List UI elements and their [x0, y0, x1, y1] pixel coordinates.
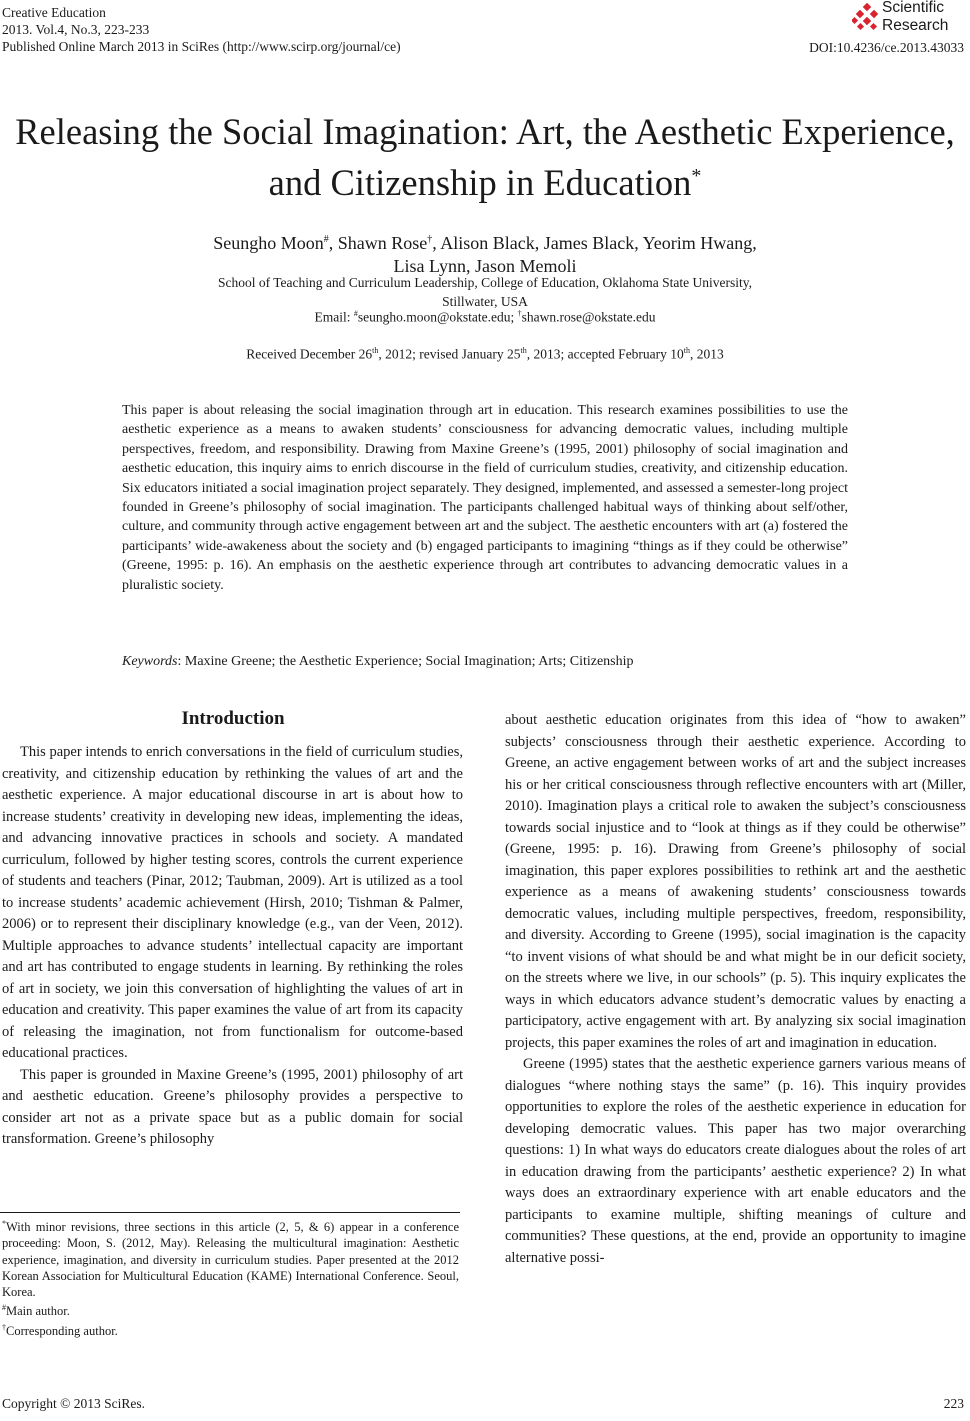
author-mark-main: # — [323, 234, 329, 245]
received-dates: Received December 26th, 2012; revised January 25th, 2013; accepted February 10th, 2013 — [246, 346, 724, 362]
paper-title — [0, 110, 970, 205]
email-moon-link[interactable]: seungho.moon@okstate.edu; — [357, 309, 518, 325]
affiliation — [0, 273, 970, 311]
footnotes — [2, 1216, 459, 1339]
footnote: †Corresponding author. — [2, 1322, 118, 1338]
right-column — [505, 710, 966, 1269]
keywords-list: : Maxine Greene; the Aesthetic Experience; Social Imagination; Arts; Citizenship — [177, 654, 634, 669]
paragraph: about aesthetic education originates from this idea of “how to awaken” subjects’ consciousness through their aesthetic experience. According to Greene, an active engagement between works of art and the subject increases his or her critical consciousness through reflective encounters with art (Miller, 2010). Imagination plays a critical role to awaken the subject’s consciousness towards social injustice and to “look at things as if they could be otherwise” (Greene, 1995: p. 16). Drawing from Greene’s philosophy of social imagination, this paper explores possibilities to rethink art and the aesthetic experience as a means of awakening students’ consciousness towards democratic values, including multiple perspectives, freedom, responsibility, and diversity. According to Greene (1995), social imagination is the capacity “to invent visions of what should be and what might be in our deficit society, on the streets where we live, in our schools” (p. 5). This inquiry explicates the ways in which educators advance student’s democratic values by enacting a participatory, active engagement with art. By analyzing six social imagination projects, this paper examines the roles of art and imagination in education. — [505, 712, 966, 1051]
abstract: This paper is about releasing the social imagination through art in education. This research examines possibilities to use the aesthetic experience as a means to awaken students’ consciousness for advancing democratic values, including multiple perspectives, freedom, and responsibility. Drawing from Maxine Greene’s (1995, 2001) philosophy of social imagination and aesthetic education, this inquiry aims to enrich discourse in the field of curriculum studies, creativity, and citizenship education. Six educators initiated a social imagination project separately. They designed, implemented, and assessed a semester-long project founded in Greene’s philosophy of social imagination. The participants challenged habitual ways of thinking about self/other, culture, and community through active engagement between art and the subject. The aesthetic encounters with art (a) fostered the participants’ wide-awakeness about the society and (b) engaged participants to imagining “things as if they could be otherwise” (Greene, 1995: p. 16). An emphasis on the aesthetic experience through art contributes to advancing democratic values in a pluralistic society. — [122, 403, 848, 593]
author-others: , Alison Black, James Black, Yeorim Hwang, — [432, 233, 757, 253]
keywords — [122, 654, 848, 670]
affiliation-line1: School of Teaching and Curriculum Leadership, College of Education, Oklahoma State University, — [217, 275, 753, 290]
journal-header — [2, 4, 401, 55]
publication-info: Published Online March 2013 in SciRes (http://www.scirp.org/journal/ce) — [2, 39, 401, 54]
journal-volume: 2013. Vol.4, No.3, 223-233 — [2, 22, 150, 37]
logo-line2: Research — [882, 17, 949, 34]
footnote-divider — [0, 1212, 460, 1213]
paragraph: This paper intends to enrich conversations in the field of curriculum studies, creativity, and citizenship education by rethinking the values of art and the aesthetic experience. A major educational discourse in art is about how to increase students’ creativity in developing new ideas, implementing the ideas, and advancing innovative practices in schools and society. A mandated curriculum, followed by higher testing scores, controls the current experience of students and teachers (Pinar, 2012; Taubman, 2009). Art is utilized as a tool to increase students’ academic achievement (Hirsh, 2010; Tishman & Palmer, 2006) or to represent their disciplinary knowledge (e.g., van der Veen, 2012). Multiple approaches to advance students’ intellectual capacity are important and art has contributed to engage students in learning. By rethinking the roles of art in society, we join this conversation of highlighting the values of art in education and creativity. This paper examines the value of art from its capacity of releasing the imagination, not from functionalism for outcome-based educational practices. — [2, 744, 463, 1061]
email-rose-link[interactable]: shawn.rose@okstate.edu — [521, 309, 656, 325]
page-number: 223 — [943, 1396, 964, 1411]
title-line1: Releasing the Social Imagination: Art, the Aesthetic Experience, — [15, 111, 955, 152]
keywords-label: Keywords — [122, 654, 178, 669]
paragraph: This paper is grounded in Maxine Greene’s (1995, 2001) philosophy of art and aesthetic education. Greene’s philosophy provides a perspective to consider art not as a private space but as a public domain for social transformation. Greene’s philosophy — [2, 1066, 463, 1147]
title-line2: and Citizenship in Education — [268, 162, 692, 204]
scientific-research-logo — [852, 0, 964, 36]
footnote: #Main author. — [2, 1303, 70, 1319]
copyright: Copyright © 2013 SciRes. — [2, 1396, 146, 1411]
author-rose: , Shawn Rose — [328, 233, 428, 253]
scirp-logo-icon — [852, 3, 882, 33]
paragraph: Greene (1995) states that the aesthetic experience garners various means of dialogues “where nothing stays the same” (p. 16). This inquiry provides opportunities to explore the roles of the aesthetic experience in education for developing democratic values. This paper has two major overarching questions: 1) In what ways do educators create dialogues about the roles of art in education drawing from the participants’ aesthetic experience? 2) In what ways does an extraordinary experience with art enable educators and the participants to examine multiple, shifting meanings of culture and communities? These questions, at the end, provide an opportunity to imagine alternative possi- — [505, 1056, 966, 1266]
email-line: Email: #seungho.moon@okstate.edu; †shawn.rose@okstate.edu — [314, 309, 656, 325]
author-moon: Seungho Moon — [213, 233, 324, 253]
left-column — [2, 742, 463, 1151]
section-heading-introduction: Introduction — [181, 708, 285, 729]
title-footnote-mark: * — [691, 165, 702, 187]
logo-line1: Scientific — [882, 0, 945, 16]
footnote: *With minor revisions, three sections in this article (2, 5, & 6) appear in a conference proceeding: Moon, S. (2012, May). Releasing the multicultural imagination: Aesthetic experience, imagination, and diversity in curriculum studies. Paper presented at the 2012 Korean Association for Multicultural Education (KAME) International Conference. Seoul, Korea. — [2, 1219, 459, 1299]
author-line2: Lisa Lynn, Jason Memoli — [393, 256, 577, 276]
affiliation-line2: Stillwater, USA — [442, 294, 528, 309]
author-mark-corresponding: † — [427, 234, 433, 245]
doi: DOI:10.4236/ce.2013.43033 — [809, 40, 964, 55]
author-list — [0, 228, 970, 278]
journal-name: Creative Education — [2, 5, 106, 20]
